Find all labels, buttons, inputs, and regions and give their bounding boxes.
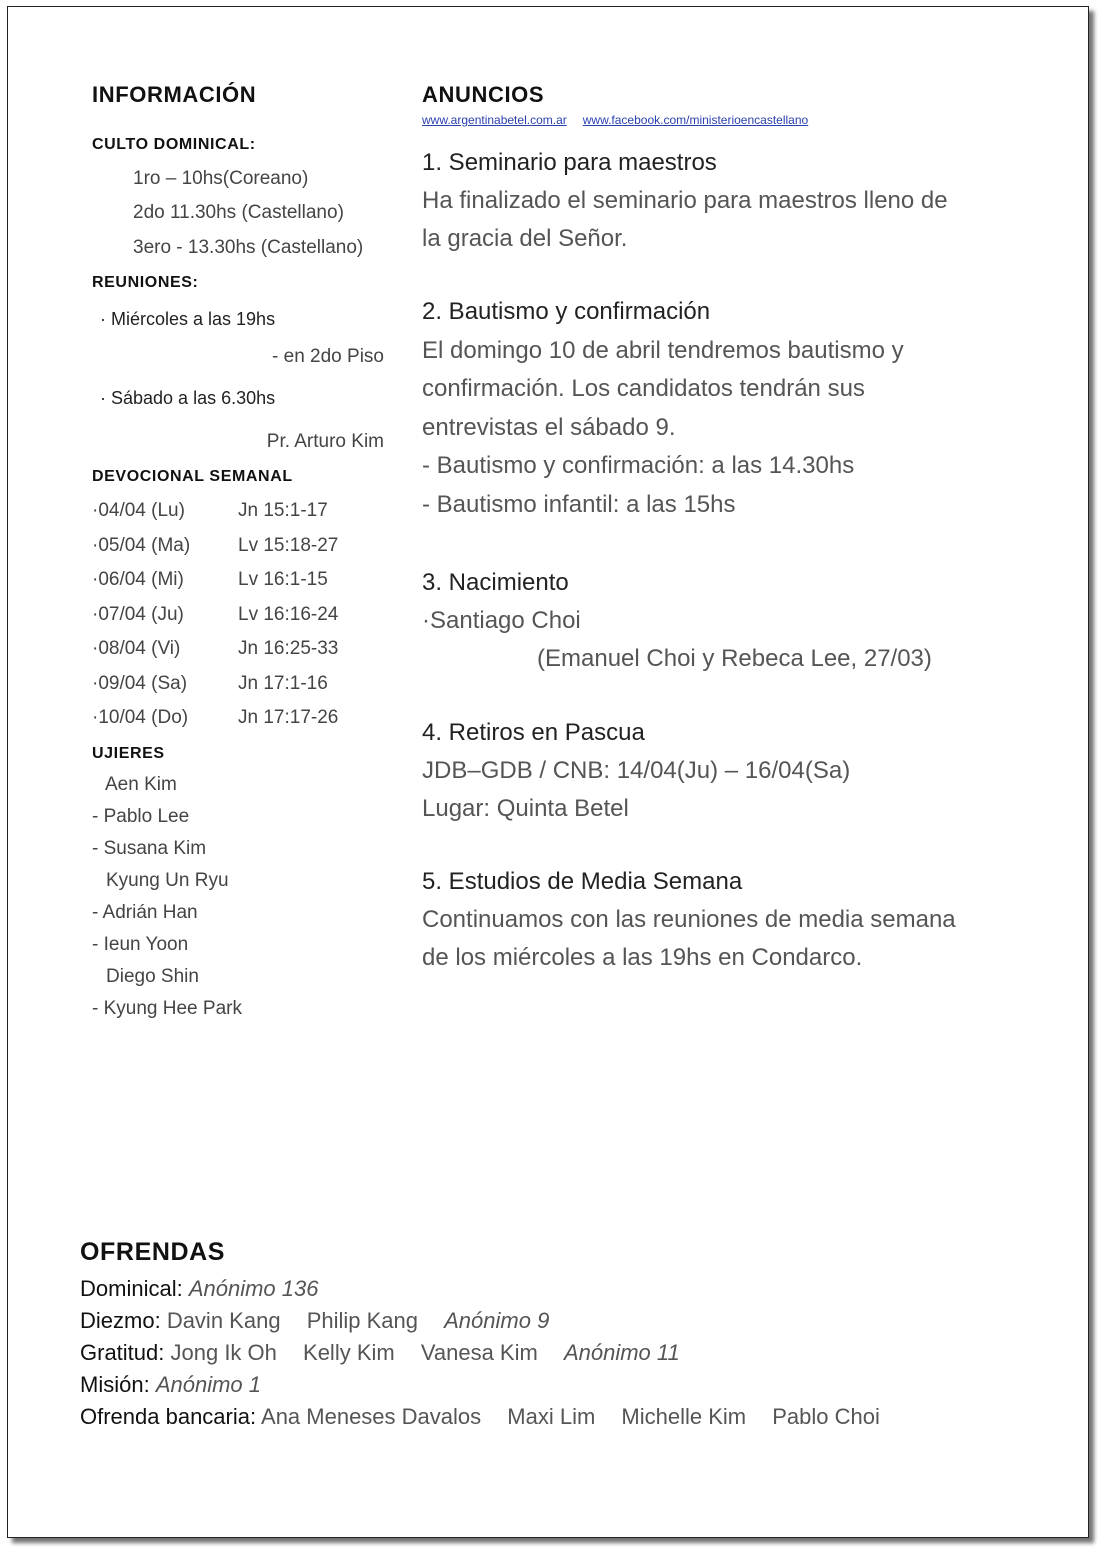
ujier-item: Kyung Un Ryu: [106, 870, 229, 891]
culto-line: 2do 11.30hs (Castellano): [133, 202, 344, 223]
ofrenda-diezmo: [80, 1308, 569, 1334]
devocional-ref: Lv 16:16-24: [238, 604, 339, 625]
culto-line: 1ro – 10hs(Coreano): [133, 168, 309, 189]
ujier-item: Diego Shin: [106, 966, 199, 987]
devocional-date: ·07/04 (Ju): [92, 604, 184, 625]
anuncio-line: - Bautismo infantil: a las 15hs: [422, 491, 736, 518]
ofrenda-anon: Anónimo 9: [444, 1308, 550, 1333]
ofrenda-name: Philip Kang: [306, 1308, 418, 1333]
anuncio-line: El domingo 10 de abril tendremos bautismo y: [422, 337, 904, 364]
devocional-ref: Jn 15:1-17: [238, 500, 328, 521]
devocional-date: ·10/04 (Do): [92, 707, 189, 728]
devocional-ref: Jn 16:25-33: [238, 638, 339, 659]
ofrenda-label: Gratitud:: [80, 1340, 165, 1365]
reunion-item: · Miércoles a las 19hs: [100, 309, 276, 329]
anuncio-line: la gracia del Señor.: [422, 225, 628, 252]
anuncio-title: 1. Seminario para maestros: [422, 149, 717, 176]
reunion-note: Pr. Arturo Kim: [266, 431, 384, 452]
anuncio-title: 5. Estudios de Media Semana: [422, 868, 743, 895]
devocional-date: ·06/04 (Mi): [92, 569, 184, 590]
devocional-date: ·05/04 (Ma): [92, 535, 191, 556]
ofrenda-gratitud: [80, 1340, 700, 1366]
devocional-row: [92, 500, 328, 522]
ofrenda-mision: [80, 1372, 281, 1398]
ujier-item: Aen Kim: [105, 774, 177, 795]
devocional-ref: Jn 17:1-16: [238, 673, 328, 694]
anuncio-line: ·Santiago Choi: [422, 607, 581, 634]
anuncios-title: ANUNCIOS: [422, 82, 545, 107]
reuniones-title: REUNIONES:: [92, 274, 199, 291]
ofrenda-name: Kelly Kim: [303, 1340, 395, 1365]
devocional-date: ·08/04 (Vi): [92, 638, 181, 659]
ofrenda-anon: Anónimo 1: [155, 1372, 261, 1397]
anuncio-line: entrevistas el sábado 9.: [422, 414, 676, 441]
ujier-item: - Susana Kim: [92, 838, 207, 859]
culto-line: 3ero - 13.30hs (Castellano): [133, 237, 364, 258]
ofrenda-name: Jong Ik Oh: [170, 1340, 277, 1365]
ofrenda-name: Ana Meneses Davalos: [261, 1404, 482, 1429]
devocional-ref: Lv 15:18-27: [238, 535, 339, 556]
ofrenda-name: Davin Kang: [166, 1308, 281, 1333]
ujier-item: - Kyung Hee Park: [92, 998, 242, 1019]
reunion-note: - en 2do Piso: [272, 346, 384, 367]
anuncio-line: confirmación. Los candidatos tendrán sus: [422, 375, 865, 402]
devocional-row: [92, 569, 328, 591]
devocional-date: ·04/04 (Lu): [92, 500, 185, 521]
devocional-ref: Jn 17:17-26: [238, 707, 339, 728]
devocional-row: [92, 535, 338, 557]
ofrendas-title: OFRENDAS: [80, 1238, 226, 1266]
info-title: INFORMACIÓN: [92, 82, 257, 107]
anuncio-line: (Emanuel Choi y Rebeca Lee, 27/03): [537, 645, 932, 672]
anuncio-line: Continuamos con las reuniones de media semana: [422, 906, 956, 933]
devocional-row: [92, 604, 338, 626]
anuncios-links: [422, 113, 808, 127]
anuncio-line: Ha finalizado el seminario para maestros lleno de: [422, 187, 948, 214]
facebook-link[interactable]: www.facebook.com/ministerioencastellano: [582, 113, 809, 127]
ofrenda-name: Maxi Lim: [507, 1404, 596, 1429]
anuncio-line: de los miércoles a las 19hs en Condarco.: [422, 944, 863, 971]
ofrenda-anon: Anónimo 11: [563, 1340, 680, 1365]
ofrenda-bancaria: [80, 1404, 900, 1430]
ofrenda-label: Diezmo:: [80, 1308, 161, 1333]
devocional-row: [92, 673, 328, 695]
ofrenda-name: Vanesa Kim: [420, 1340, 538, 1365]
ujier-item: - Ieun Yoon: [92, 934, 189, 955]
anuncio-title: 4. Retiros en Pascua: [422, 719, 645, 746]
anuncio-title: 3. Nacimiento: [422, 569, 569, 596]
anuncio-line: JDB–GDB / CNB: 14/04(Ju) – 16/04(Sa): [422, 757, 851, 784]
anuncio-line: - Bautismo y confirmación: a las 14.30hs: [422, 452, 855, 479]
anuncio-title: 2. Bautismo y confirmación: [422, 298, 711, 325]
ofrenda-dominical: [80, 1276, 338, 1302]
devocional-title: DEVOCIONAL SEMANAL: [92, 468, 293, 485]
culto-title: CULTO DOMINICAL:: [92, 136, 256, 153]
ujieres-title: UJIERES: [92, 745, 165, 762]
devocional-row: [92, 638, 338, 660]
ofrenda-label: Misión:: [80, 1372, 150, 1397]
ujier-item: - Pablo Lee: [92, 806, 190, 827]
devocional-ref: Lv 16:1-15: [238, 569, 328, 590]
ofrenda-label: Dominical:: [80, 1276, 183, 1301]
anuncio-line: Lugar: Quinta Betel: [422, 795, 629, 822]
reunion-item: · Sábado a las 6.30hs: [100, 388, 276, 408]
ofrenda-name: Michelle Kim: [621, 1404, 747, 1429]
devocional-row: [92, 707, 338, 729]
ofrenda-anon: Anónimo 136: [188, 1276, 319, 1301]
ofrenda-name: Pablo Choi: [772, 1404, 880, 1429]
ofrenda-label: Ofrenda bancaria:: [80, 1404, 257, 1429]
website-link[interactable]: www.argentinabetel.com.ar: [422, 113, 567, 127]
devocional-date: ·09/04 (Sa): [92, 673, 188, 694]
ujier-item: - Adrián Han: [92, 902, 198, 923]
